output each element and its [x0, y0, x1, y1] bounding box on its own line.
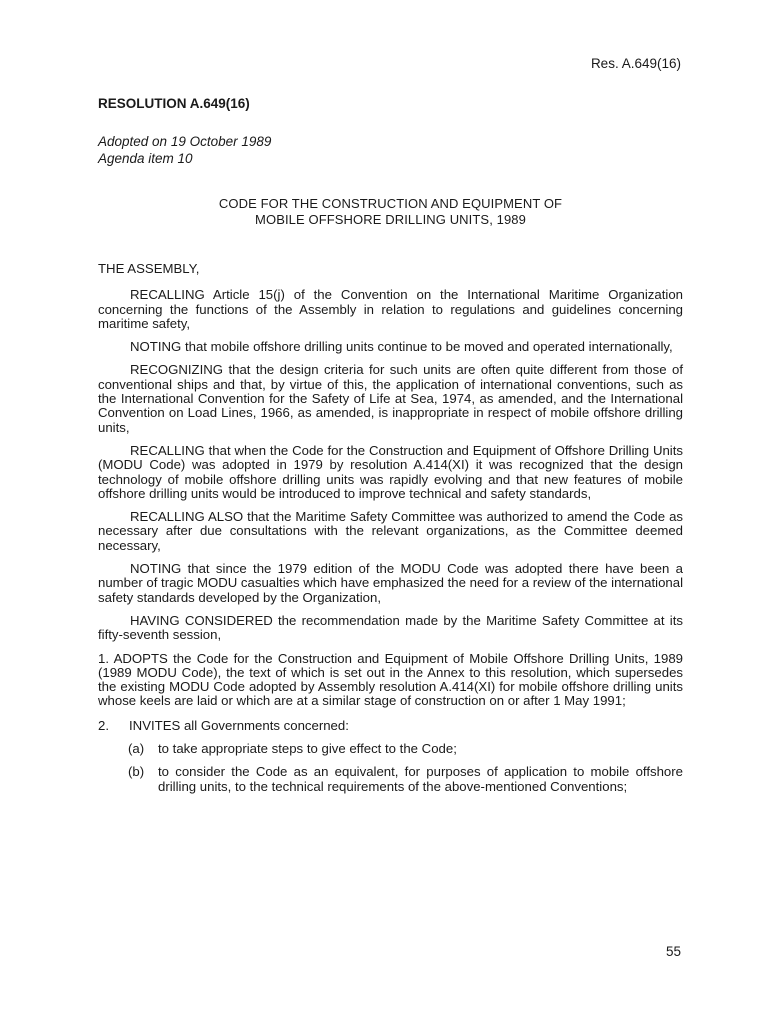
resolution-body: [98, 262, 683, 803]
assembly-heading: THE ASSEMBLY,: [98, 261, 200, 276]
operative-paragraph-2: [98, 719, 683, 733]
sub-item-label: (b): [128, 764, 145, 780]
adoption-info: [98, 133, 271, 167]
preamble-paragraph: RECALLING Article 15(j) of the Convention on the International Maritime Organization concerning the functions of the Assembly in relation to regulations and guidelines concerning maritime safety,: [98, 287, 683, 331]
operative-paragraph-1: 1. ADOPTS the Code for the Construction and Equipment of Mobile Offshore Drilling Units, 1989 (1989 MODU Code), the text of which is set out in the Annex to this resolution, which supersedes the existing MODU Code adopted by Assembly resolution A.414(XI) for mobile offshore drilling units whose keels are laid or which are at a similar stage of construction on or after 1 May 1991;: [98, 650, 683, 709]
code-title-line1: CODE FOR THE CONSTRUCTION AND EQUIPMENT OF: [218, 196, 563, 211]
operative-text: INVITES all Governments concerned:: [129, 717, 349, 733]
code-title: [98, 196, 683, 228]
preamble-paragraph: NOTING that mobile offshore drilling units continue to be moved and operated internationally,: [130, 339, 673, 355]
preamble-paragraph: NOTING that since the 1979 edition of the MODU Code was adopted there have been a number of tragic MODU casualties which have emphasized the need for a review of the international safety standards developed by the Organization,: [98, 561, 683, 605]
sub-item-label: (a): [128, 741, 145, 757]
preamble-paragraph: HAVING CONSIDERED the recommendation made by the Maritime Safety Committee at its fifty-seventh session,: [98, 612, 683, 643]
preamble-paragraph: RECOGNIZING that the design criteria for such units are often quite different from those of conventional ships and that, by virtue of this, the application of international conventions, such as the International Convention for the Safety of Life at Sea, 1974, as amended, and the International Convention on Load Lines, 1966, as amended, is inappropriate in respect of mobile offshore drilling units,: [98, 362, 683, 435]
sub-item-b: [128, 765, 683, 794]
sub-item-a: [128, 742, 683, 756]
agenda-item: Agenda item 10: [98, 151, 193, 166]
page-number: 55: [665, 944, 681, 959]
sub-item-text: to take appropriate steps to give effect to the Code;: [158, 741, 457, 757]
operative-number: 2.: [98, 717, 109, 733]
code-title-line2: MOBILE OFFSHORE DRILLING UNITS, 1989: [255, 212, 526, 227]
resolution-title: RESOLUTION A.649(16): [98, 96, 250, 111]
adopted-date: Adopted on 19 October 1989: [98, 134, 272, 149]
header-reference: Res. A.649(16): [590, 56, 681, 71]
preamble-paragraph: RECALLING ALSO that the Maritime Safety Committee was authorized to amend the Code as necessary after due consultations with the relevant organizations, as the Committee deemed necessary,: [98, 509, 683, 553]
preamble-paragraph: RECALLING that when the Code for the Construction and Equipment of Offshore Drilling Units (MODU Code) was adopted in 1979 by resolution A.414(XI) it was recognized that the design technology of mobile offshore drilling units was rapidly evolving and that new features of mobile offshore drilling units would be introduced to improve technical and safety standards,: [98, 442, 683, 501]
sub-item-text: to consider the Code as an equivalent, for purposes of application to mobile offshore drilling units, to the technical requirements of the above-mentioned Conventions;: [158, 764, 683, 794]
